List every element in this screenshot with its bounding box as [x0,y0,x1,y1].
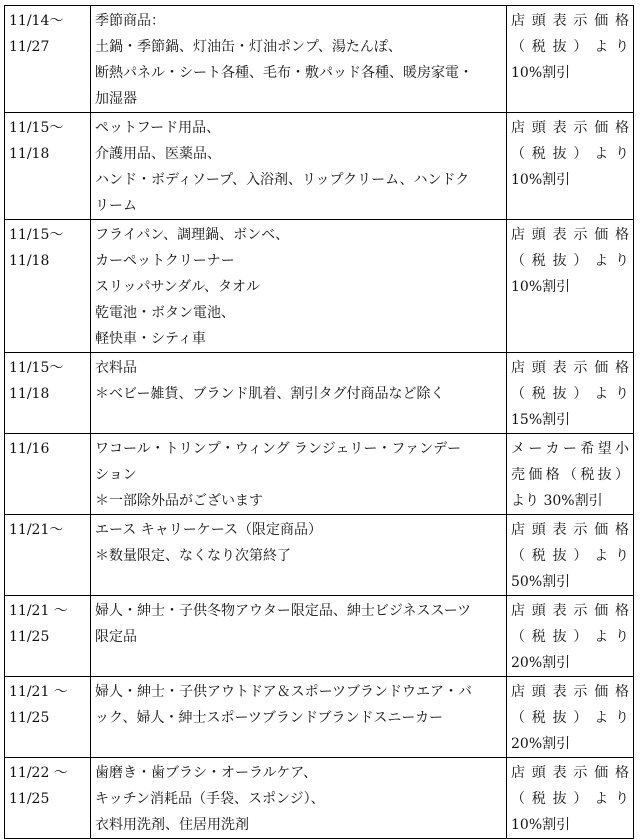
sale-items-cell [91,6,507,113]
sale-discount-line: （税抜）より [511,386,629,402]
sale-item-line: フライパン、調理鍋、ボンベ、 [95,227,290,243]
sale-item-line: 衣料品 [95,360,137,376]
sale-discount-line: 20%割引 [511,655,571,671]
sale-item-line: 婦人・紳士・子供アウトドア＆スポーツブランドウエア・バ [95,684,473,700]
sale-item-line: スリッパサンダル、タオル [95,279,261,295]
sale-item-line: ワコール・トリンプ・ウィング ランジェリー・ファンデー [95,441,462,457]
sale-item-line: 乾電池・ボタン電池、 [95,305,235,321]
sale-discount-cell [507,434,634,515]
sale-items-cell [91,677,507,758]
sale-items-cell [91,220,507,353]
sale-item-line: キッチン消耗品（手袋、スポンジ）、 [95,791,325,807]
sale-date-line: 11/25 [9,629,50,645]
sale-date-cell [5,113,91,220]
sale-row [5,515,634,596]
sale-items-cell [91,353,507,434]
sale-item-line: ハンド・ボディソープ、入浴剤、リップクリーム、ハンドク [95,172,470,188]
sale-discount-line: 10%割引 [511,172,571,188]
sale-row [5,434,634,515]
sale-date-cell [5,677,91,758]
sale-row [5,758,634,839]
sale-date-line: 11/18 [9,386,50,402]
sale-item-line: 衣料用洗剤、住居用洗剤 [95,817,249,833]
sale-discount-line: （税抜）より [511,629,629,645]
sale-discount-cell [507,113,634,220]
sale-date-line: 11/22 ～ [9,765,68,781]
sale-table-body [5,6,634,839]
sale-discount-line: 10%割引 [511,65,571,81]
sale-discount-line: 店頭表示価格 [511,684,629,700]
sale-row [5,677,634,758]
sale-date-cell [5,758,91,839]
sale-discount-line: 店頭表示価格 [511,603,629,619]
sale-date-line: 11/27 [9,39,50,55]
sale-discount-line: 50%割引 [511,574,571,590]
sale-row [5,220,634,353]
sale-discount-cell [507,758,634,839]
sale-discount-line: （税抜）より [511,791,629,807]
sale-discount-cell [507,677,634,758]
sale-date-line: 11/18 [9,253,50,269]
sale-items-cell [91,758,507,839]
sale-items-cell [91,113,507,220]
sale-discount-line: より 30%割引 [511,493,603,509]
sale-item-line: ック、婦人・紳士スポーツブランドブランドスニーカー [95,710,444,726]
sale-row [5,353,634,434]
sale-discount-line: 売価格（税抜） [511,467,629,483]
sale-item-line: 介護用品、医薬品、 [95,146,221,162]
sale-row [5,596,634,677]
sale-discount-line: メーカー希望小 [511,441,629,457]
sale-discount-line: （税抜）より [511,146,629,162]
sale-date-line: 11/21 ～ [9,684,68,700]
sale-schedule-table [4,5,634,839]
sale-date-line: 11/25 [9,710,50,726]
sale-discount-cell [507,220,634,353]
sale-items-cell [91,596,507,677]
sale-items-cell [91,515,507,596]
sale-discount-line: 店頭表示価格 [511,765,629,781]
sale-date-line: 11/21 ～ [9,603,68,619]
sale-date-line: 11/15～ [9,227,64,243]
sale-discount-line: （税抜）より [511,548,629,564]
sale-item-line: 断熱パネル・シート各種、毛布・敷パッド各種、暖房家電・ [95,65,473,81]
sale-discount-line: 15%割引 [511,412,571,428]
sale-item-line: ＊ベビー雑貨、ブランド肌着、割引タグ付商品など除く [95,386,445,402]
sale-discount-line: 店頭表示価格 [511,360,629,376]
sale-discount-line: 店頭表示価格 [511,120,629,136]
sale-item-line: 限定品 [95,629,137,645]
sale-date-line: 11/16 [9,441,50,457]
sale-discount-line: 10%割引 [511,817,571,833]
sale-discount-line: 20%割引 [511,736,571,752]
sale-item-line: ＊数量限定、なくなり次第終了 [95,548,291,564]
sale-item-line: エース キャリーケース（限定商品） [95,522,323,538]
sale-item-line: 軽快車・シティ車 [95,331,206,347]
sale-row [5,6,634,113]
sale-discount-cell [507,353,634,434]
sale-item-line: ペットフード用品、 [95,120,221,136]
sale-discount-line: 店頭表示価格 [511,227,629,243]
sale-discount-line: 店頭表示価格 [511,13,629,29]
sale-item-line: カーペットクリーナー [95,253,235,269]
sale-date-cell [5,220,91,353]
sale-row [5,113,634,220]
sale-item-line: ション [95,467,137,483]
sale-discount-line: （税抜）より [511,253,629,269]
sale-item-line: ＊一部除外品がございます [95,493,263,509]
sale-item-line: 婦人・紳士・子供冬物アウター限定品、紳士ビジネススーツ [95,603,472,619]
sale-discount-cell [507,6,634,113]
sale-date-line: 11/15～ [9,120,64,136]
sale-discount-line: 10%割引 [511,279,571,295]
sale-item-line: 歯磨き・歯ブラシ・オーラルケア、 [95,765,318,781]
sale-date-cell [5,515,91,596]
sale-item-line: リーム [95,198,137,214]
sale-discount-cell [507,596,634,677]
sale-discount-line: （税抜）より [511,39,629,55]
sale-item-line: 土鍋・季節鍋、灯油缶・灯油ポンプ、湯たんぽ、 [95,39,402,55]
sale-date-cell [5,596,91,677]
sale-discount-cell [507,515,634,596]
sale-date-line: 11/25 [9,791,50,807]
sale-discount-line: 店頭表示価格 [511,522,629,538]
sale-item-line: 加湿器 [95,91,137,107]
sale-date-line: 11/21～ [9,522,64,538]
sale-date-line: 11/14～ [9,13,64,29]
sale-date-cell [5,434,91,515]
sale-date-cell [5,353,91,434]
sale-date-line: 11/15～ [9,360,64,376]
sale-date-line: 11/18 [9,146,50,162]
sale-discount-line: （税抜）より [511,710,629,726]
sale-item-line: 季節商品： [95,13,165,29]
sale-items-cell [91,434,507,515]
sale-date-cell [5,6,91,113]
